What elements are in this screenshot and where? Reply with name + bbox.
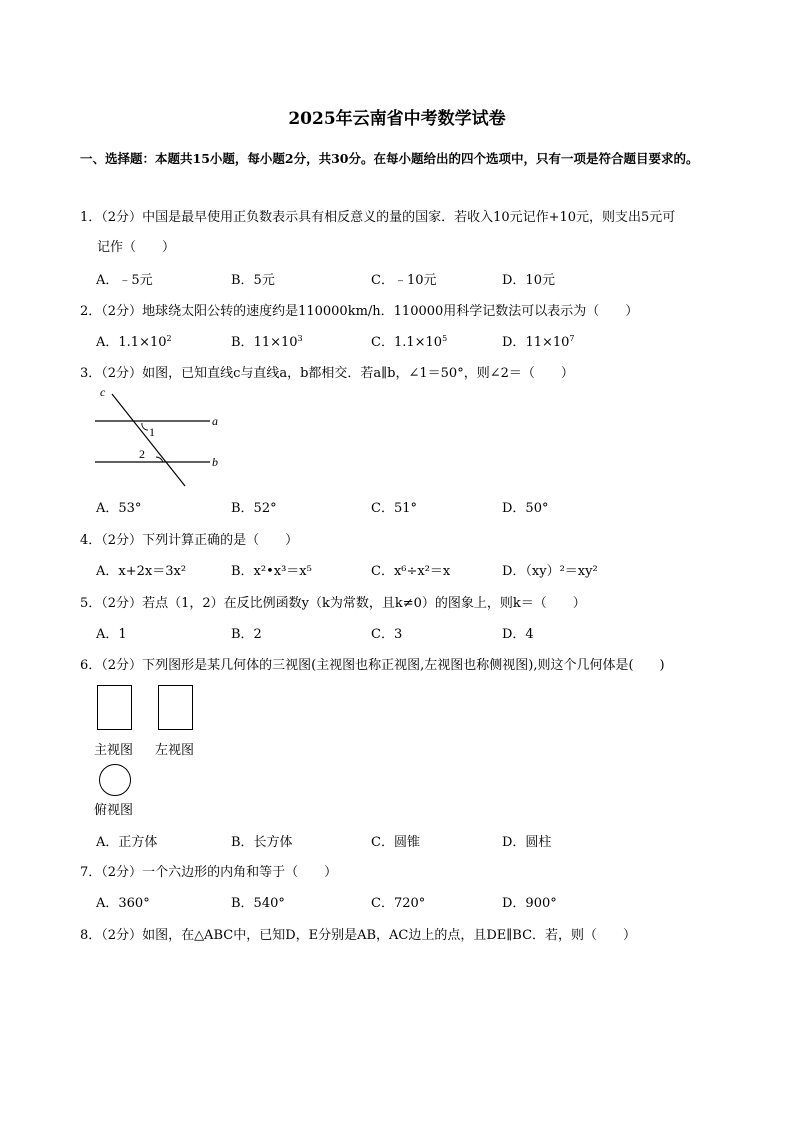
option-a: A．360° <box>96 896 150 911</box>
option-c: C．720° <box>371 896 426 911</box>
option-letter: B． <box>231 335 254 350</box>
question-score: （2分） <box>101 865 143 880</box>
line-c <box>112 394 185 486</box>
option-d: D．50° <box>502 501 549 516</box>
question-5-stem <box>80 592 586 611</box>
parallel-lines-figure <box>92 384 232 494</box>
option-c <box>371 331 447 350</box>
top-view-circle <box>99 764 131 796</box>
option-d: D．900° <box>502 896 557 911</box>
option-d: D．10元 <box>502 273 555 288</box>
option-a: A．﹣5元 <box>96 273 153 288</box>
question-1-stem-line1 <box>80 206 675 225</box>
question-score: （2分） <box>101 210 143 225</box>
option-c: C．圆锥 <box>371 835 420 850</box>
top-view-caption: 俯视图 <box>94 803 134 818</box>
option-exponent: 2 <box>166 334 172 343</box>
option-exponent: 7 <box>569 334 575 343</box>
page-title: 2025年云南省中考数学试卷 <box>288 109 506 129</box>
option-b: B．长方体 <box>231 835 293 850</box>
label-angle-2: 2 <box>139 447 145 461</box>
option-exponent: 3 <box>297 334 303 343</box>
front-view-rectangle <box>97 685 132 730</box>
option-b: B．52° <box>231 501 277 516</box>
question-4-stem <box>80 529 298 548</box>
question-score: （2分） <box>101 658 143 673</box>
question-number: 2． <box>80 304 102 319</box>
option-a <box>96 331 172 350</box>
question-number: 7． <box>80 865 102 880</box>
question-text: 地球绕太阳公转的速度约是110000km/h．110000用科学记数法可以表示为（ ） <box>142 304 639 319</box>
option-letter: C． <box>371 335 394 350</box>
option-d: D．4 <box>502 627 534 642</box>
option-c: C．51° <box>371 501 417 516</box>
question-number: 1． <box>80 210 102 225</box>
question-text: 下列计算正确的是（ ） <box>142 533 299 548</box>
option-a: A．53° <box>96 501 142 516</box>
angle-1-arc <box>142 423 148 430</box>
option-a: A．1 <box>96 627 127 642</box>
option-letter: A． <box>96 335 119 350</box>
question-number: 3． <box>80 366 102 381</box>
question-number: 5． <box>80 596 102 611</box>
label-c: c <box>100 385 106 399</box>
option-d: D．（xy）²＝xy² <box>502 564 598 579</box>
option-base: 11×10 <box>253 335 298 350</box>
label-b: b <box>212 455 218 469</box>
option-b: B．2 <box>231 627 262 642</box>
option-c: C．x⁶÷x²＝x <box>371 564 451 579</box>
option-b: B．5元 <box>231 273 275 288</box>
side-view-caption: 左视图 <box>155 743 195 758</box>
question-3-stem <box>80 362 574 381</box>
question-text: 下列图形是某几何体的三视图(主视图也称正视图,左视图也称侧视图),则这个几何体是( ) <box>142 658 665 673</box>
question-text: 若点（1，2）在反比例函数y（k为常数，且k≠0）的图象上，则k＝（ ） <box>142 596 586 611</box>
question-text: 一个六边形的内角和等于（ ） <box>142 865 338 880</box>
option-b <box>231 331 303 350</box>
question-8-stem <box>80 924 636 943</box>
option-d <box>502 331 575 350</box>
question-score: （2分） <box>101 928 143 943</box>
question-number: 6． <box>80 658 102 673</box>
question-number: 4． <box>80 533 102 548</box>
label-a: a <box>212 414 218 428</box>
question-score: （2分） <box>101 366 143 381</box>
front-view-caption: 主视图 <box>94 743 134 758</box>
question-score: （2分） <box>101 304 143 319</box>
option-a: A．正方体 <box>96 835 158 850</box>
label-angle-1: 1 <box>149 425 155 439</box>
option-a: A．x+2x＝3x² <box>96 564 187 579</box>
question-6-stem <box>80 654 665 673</box>
option-c: C．3 <box>371 627 403 642</box>
option-base: 1.1×10 <box>118 335 167 350</box>
question-text: 如图，已知直线c与直线a，b都相交．若a∥b，∠1＝50°，则∠2＝（ ） <box>142 366 574 381</box>
question-1-stem-line2: 记作（ ） <box>97 240 176 255</box>
side-view-rectangle <box>158 685 193 730</box>
option-d: D．圆柱 <box>502 835 552 850</box>
option-c: C．﹣10元 <box>371 273 437 288</box>
option-exponent: 5 <box>442 334 448 343</box>
question-score: （2分） <box>101 596 143 611</box>
question-text: 中国是最早使用正负数表示具有相反意义的量的国家．若收入10元记作+10元，则支出5元可 <box>142 210 676 225</box>
question-text: 如图，在△ABC中，已知D，E分别是AB，AC边上的点，且DE∥BC．若，则（ ） <box>142 928 637 943</box>
option-b: B．x²•x³＝x⁵ <box>231 564 312 579</box>
question-2-stem <box>80 300 638 319</box>
option-base: 1.1×10 <box>393 335 443 350</box>
question-score: （2分） <box>101 533 143 548</box>
question-7-stem <box>80 861 337 880</box>
option-letter: D． <box>502 335 526 350</box>
section-header: 一、选择题：本题共15小题，每小题2分，共30分。在每小题给出的四个选项中，只有一项是符合题目要求的。 <box>80 151 699 166</box>
option-base: 11×10 <box>525 335 570 350</box>
option-b: B．540° <box>231 896 285 911</box>
question-number: 8． <box>80 928 102 943</box>
